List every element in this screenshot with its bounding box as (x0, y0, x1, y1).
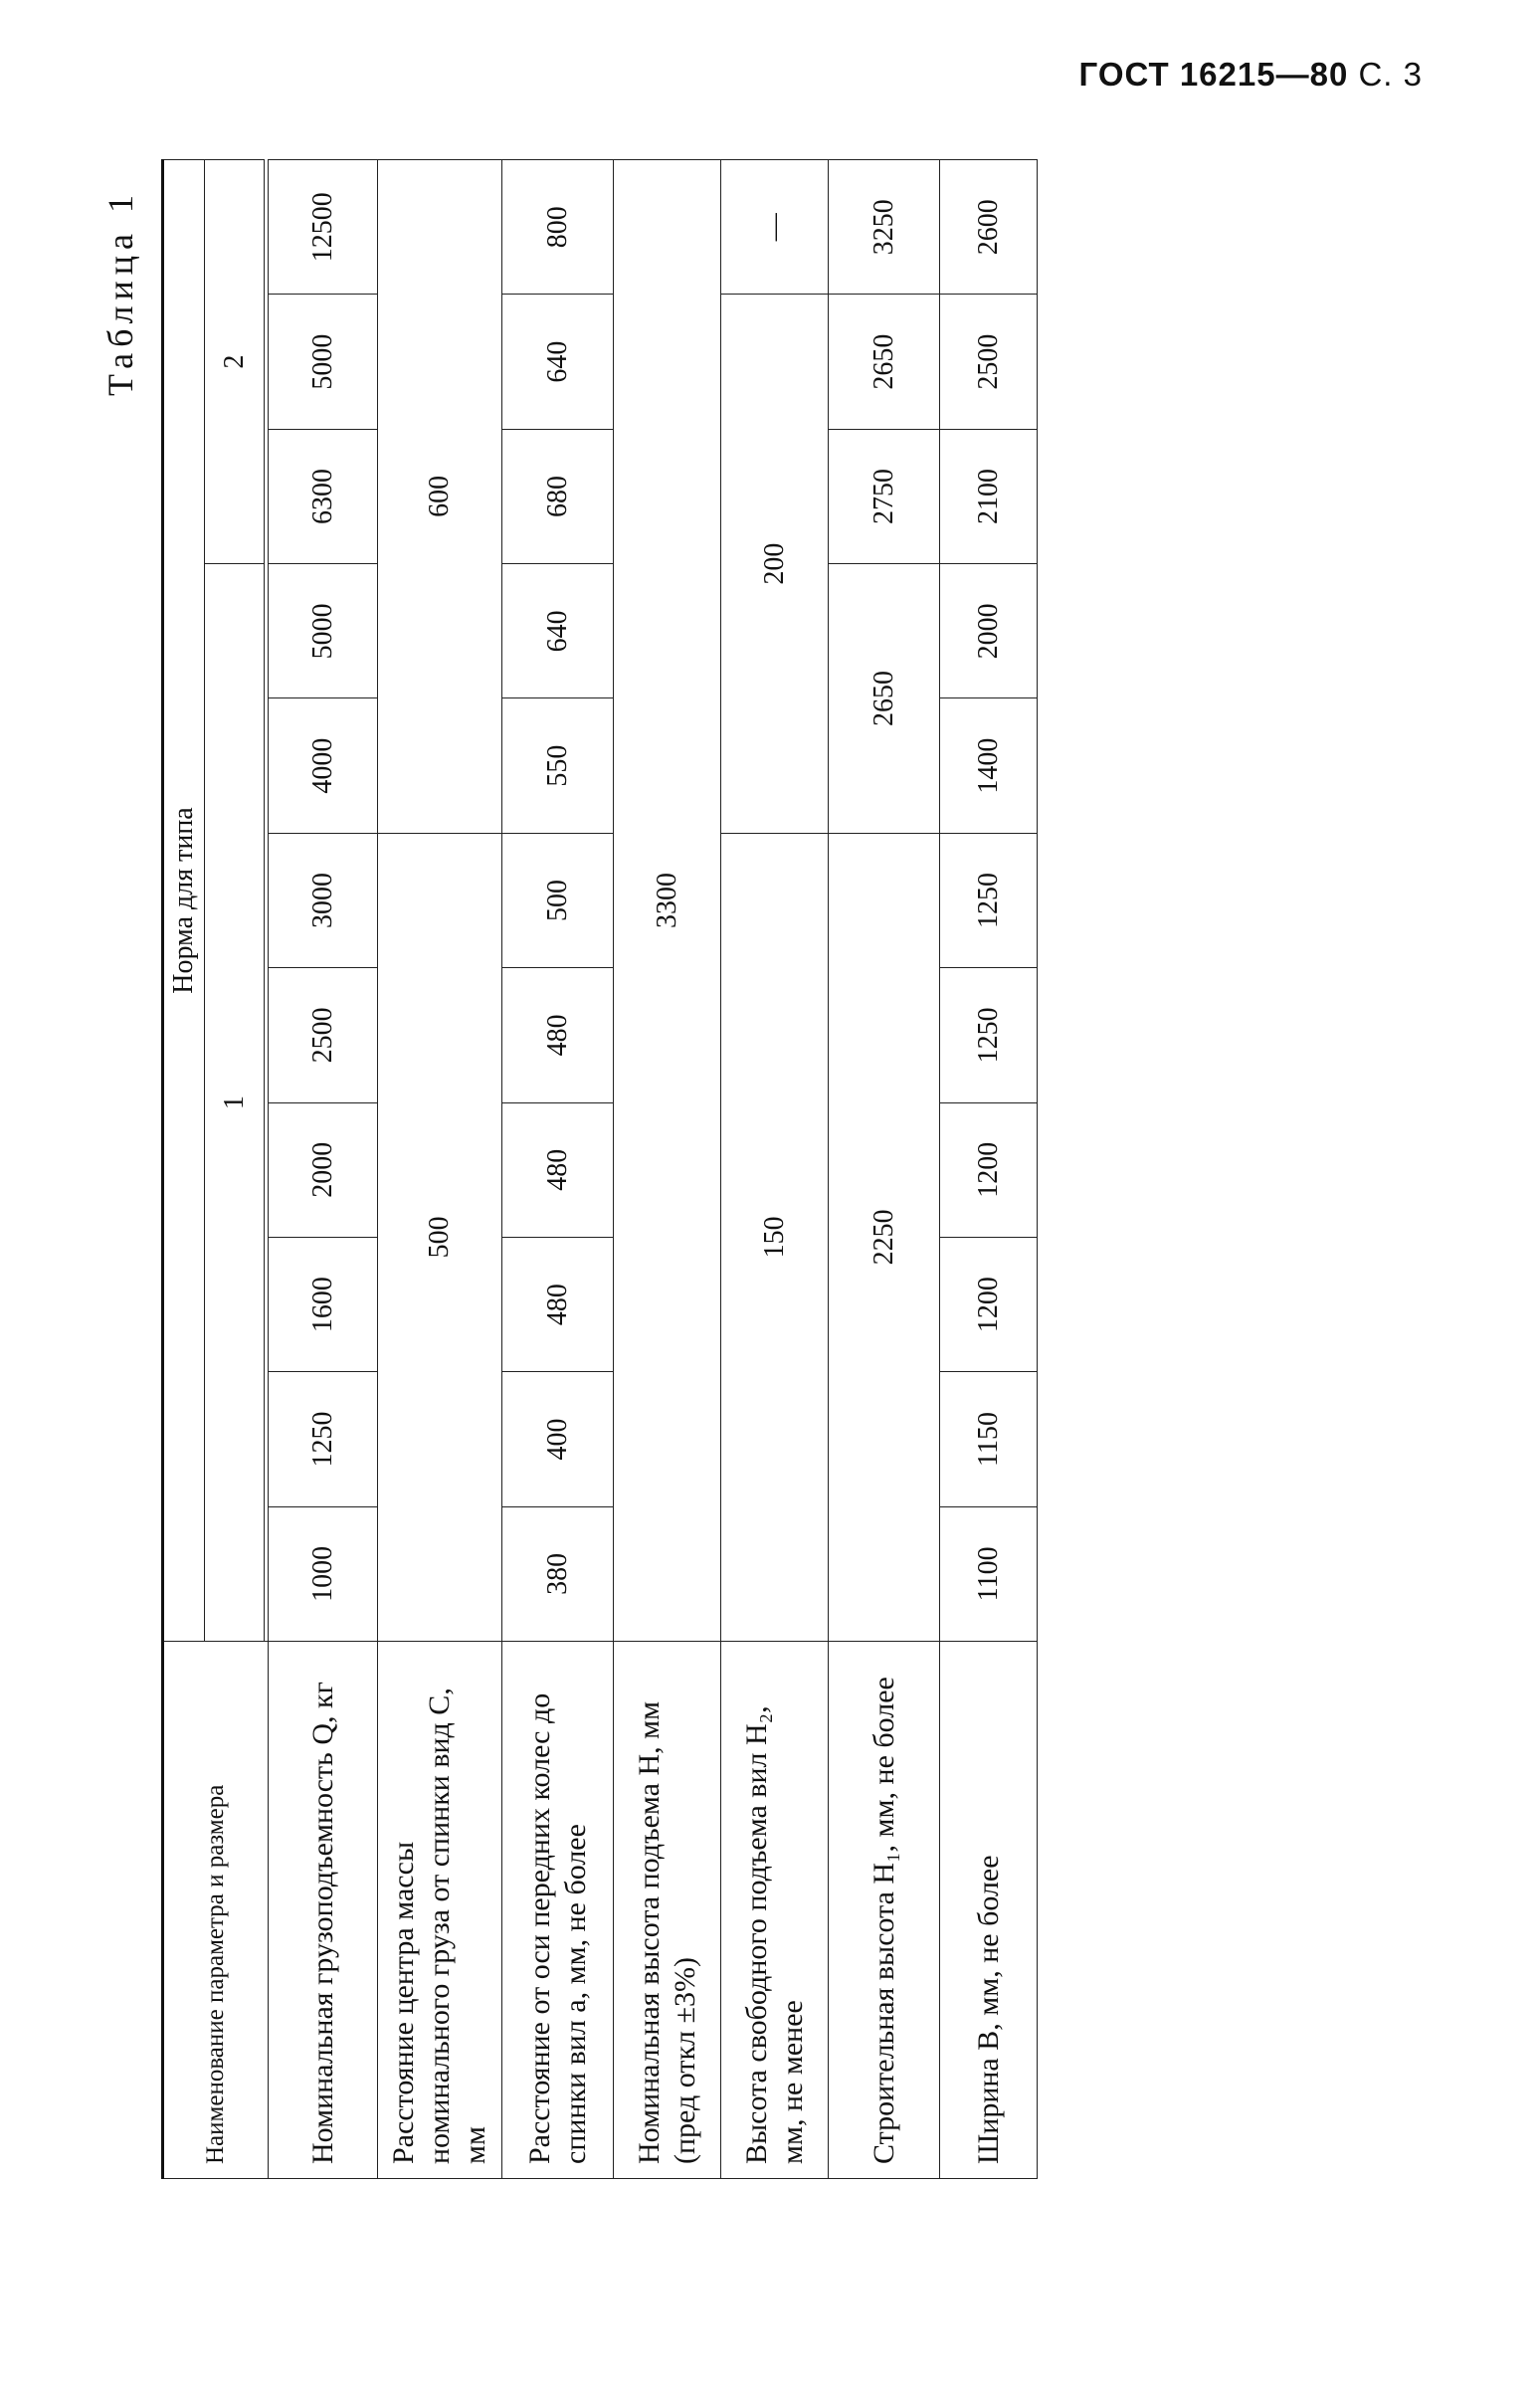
standard-code: ГОСТ 16215—80 (1078, 56, 1349, 93)
a-cell: 550 (502, 698, 614, 833)
c-type1-cell: 500 (378, 833, 502, 1641)
a-cell: 480 (502, 1102, 614, 1237)
h-cell: 3300 (614, 160, 721, 1642)
h1-c-cell: 2750 (829, 429, 940, 563)
b-cell: 2600 (940, 160, 1038, 295)
h1-e-cell: 3250 (829, 160, 940, 295)
row-label-c: Расстояние центра массы номинального груза от спинки вид С, мм (378, 1642, 502, 2179)
page-number: С. 3 (1358, 56, 1423, 93)
b-cell: 1150 (940, 1372, 1038, 1506)
table-row (378, 160, 502, 2179)
b-cell: 2100 (940, 429, 1038, 563)
h1-b-cell: 2650 (829, 564, 940, 834)
table-row (940, 160, 1038, 2179)
q-cell: 1250 (269, 1372, 378, 1506)
row-label-a: Расстояние от оси передних колес до спинки вил a, мм, не более (502, 1642, 614, 2179)
q-cell: 2000 (269, 1102, 378, 1237)
row-label-q: Номинальная грузоподъемность Q, кг (269, 1642, 378, 2179)
a-cell: 400 (502, 1372, 614, 1506)
b-cell: 2500 (940, 295, 1038, 429)
q-cell: 5000 (269, 295, 378, 429)
h2-a-cell: 150 (721, 833, 829, 1641)
c-type2-cell: 600 (378, 160, 502, 834)
row-label-h: Номинальная высота подъема H, мм (пред откл ±3%) (614, 1642, 721, 2179)
h2-c-cell: — (721, 160, 829, 295)
col-header-param: Наименование параметра и размера (163, 1642, 269, 2179)
b-cell: 1400 (940, 698, 1038, 833)
parameters-table (161, 159, 1038, 2179)
row-label-h2: Высота свободного подъема вил H₂, мм, не менее (721, 1642, 829, 2179)
q-cell: 2500 (269, 968, 378, 1102)
q-cell: 3000 (269, 833, 378, 967)
q-cell: 1600 (269, 1237, 378, 1371)
a-cell: 680 (502, 429, 614, 563)
b-cell: 1250 (940, 968, 1038, 1102)
q-cell: 6300 (269, 429, 378, 563)
row-label-h1: Строительная высота H₁, мм, не более (829, 1642, 940, 2179)
b-cell: 1200 (940, 1102, 1038, 1237)
b-cell: 1100 (940, 1506, 1038, 1641)
table-row (614, 160, 721, 2179)
a-cell: 640 (502, 295, 614, 429)
table-row (829, 160, 940, 2179)
row-label-b: Ширина B, мм, не более (940, 1642, 1038, 2179)
b-cell: 2000 (940, 564, 1038, 698)
type-1-header: 1 (205, 564, 265, 1642)
b-cell: 1250 (940, 833, 1038, 967)
q-cell: 5000 (269, 564, 378, 698)
a-cell: 640 (502, 564, 614, 698)
q-cell: 4000 (269, 698, 378, 833)
a-cell: 480 (502, 1237, 614, 1371)
h2-b-cell: 200 (721, 295, 829, 833)
q-cell: 12500 (269, 160, 378, 295)
q-cell: 1000 (269, 1506, 378, 1641)
table-row (269, 160, 378, 2179)
a-cell: 800 (502, 160, 614, 295)
page-header (1079, 56, 1423, 94)
h1-d-cell: 2650 (829, 295, 940, 429)
table-row (502, 160, 614, 2179)
table-row (721, 160, 829, 2179)
a-cell: 500 (502, 833, 614, 967)
h1-a-cell: 2250 (829, 833, 940, 1641)
table-caption: Таблица 1 (100, 189, 140, 396)
a-cell: 380 (502, 1506, 614, 1641)
b-cell: 1200 (940, 1237, 1038, 1371)
type-2-header: 2 (205, 160, 265, 564)
col-header-norm: Норма для типа (163, 160, 205, 1642)
rotated-table-area (99, 159, 1462, 2179)
a-cell: 480 (502, 968, 614, 1102)
